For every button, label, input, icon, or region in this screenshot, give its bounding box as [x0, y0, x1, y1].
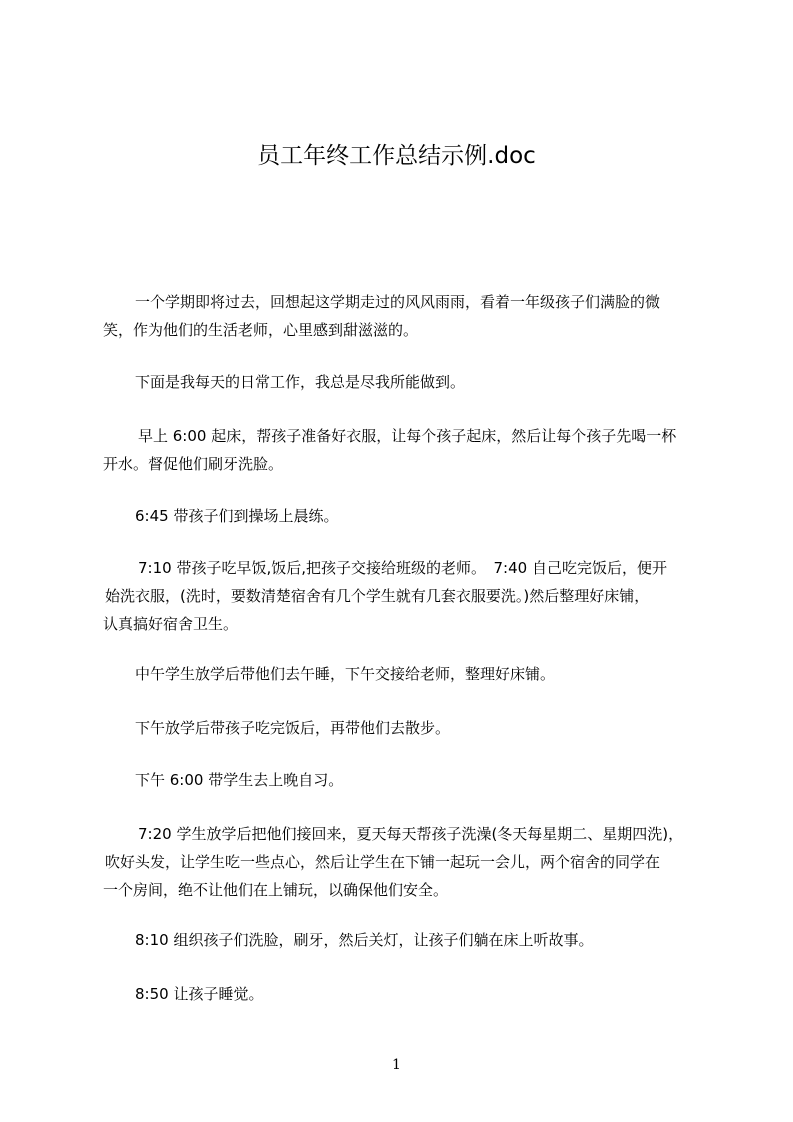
- paragraph-0710: [103, 554, 713, 638]
- paragraph-2050: [103, 980, 713, 1008]
- text-line: 7:20 学生放学后把他们接回来，夏天每天帮孩子洗澡(冬天每星期二、星期四洗)，: [138, 825, 684, 843]
- paragraph-morning: [103, 422, 713, 478]
- paragraph-intro: [103, 288, 713, 344]
- text-line: 吹好头发，让学生吃一些点心，然后让学生在下铺一起玩一会儿，两个宿舍的同学在: [105, 853, 661, 871]
- paragraph-daily-work: [103, 368, 713, 396]
- text-line: 早上 6:00 起床，帮孩子准备好衣服，让每个孩子起床，然后让每个孩子先喝一杯: [138, 427, 677, 445]
- text-line: 下面是我每天的日常工作，我总是尽我所能做到。: [135, 373, 466, 391]
- text-line: 开水。督促他们刷牙洗脸。: [103, 455, 284, 473]
- paragraph-afternoon: [103, 714, 713, 742]
- text-line: 认真搞好宿舍卫生。: [103, 615, 239, 633]
- text-line: 7:10 带孩子吃早饭,饭后,把孩子交接给班级的老师。 7:40 自己吃完饭后，便开: [138, 559, 667, 577]
- text-line: 一个房间，绝不让他们在上铺玩，以确保他们安全。: [103, 881, 449, 899]
- paragraph-2010: [103, 926, 713, 954]
- text-line: 下午放学后带孩子吃完饭后，再带他们去散步。: [135, 719, 451, 737]
- text-line: 6:45 带孩子们到操场上晨练。: [135, 507, 339, 525]
- text-line: 8:10 组织孩子们洗脸，刷牙，然后关灯，让孩子们躺在床上听故事。: [135, 931, 594, 949]
- paragraph-0645: [103, 502, 713, 530]
- page-number: 1: [392, 1057, 401, 1073]
- text-line: 笑，作为他们的生活老师，心里感到甜滋滋的。: [103, 321, 419, 339]
- text-line: 中午学生放学后带他们去午睡，下午交接给老师，整理好床铺。: [135, 665, 556, 683]
- text-line: 8:50 让孩子睡觉。: [135, 985, 264, 1003]
- document-title: 员工年终工作总结示例.doc: [257, 143, 536, 169]
- text-line: 下午 6:00 带学生去上晚自习。: [135, 771, 344, 789]
- paragraph-noon: [103, 660, 713, 688]
- text-line: 始洗衣服，(洗时，要数清楚宿舍有几个学生就有几套衣服要洗。)然后整理好床铺，: [105, 587, 650, 605]
- text-line: 一个学期即将过去，回想起这学期走过的风风雨雨，看着一年级孩子们满脸的微: [135, 293, 661, 311]
- paragraph-1920: [103, 820, 713, 904]
- paragraph-1800: [103, 766, 713, 794]
